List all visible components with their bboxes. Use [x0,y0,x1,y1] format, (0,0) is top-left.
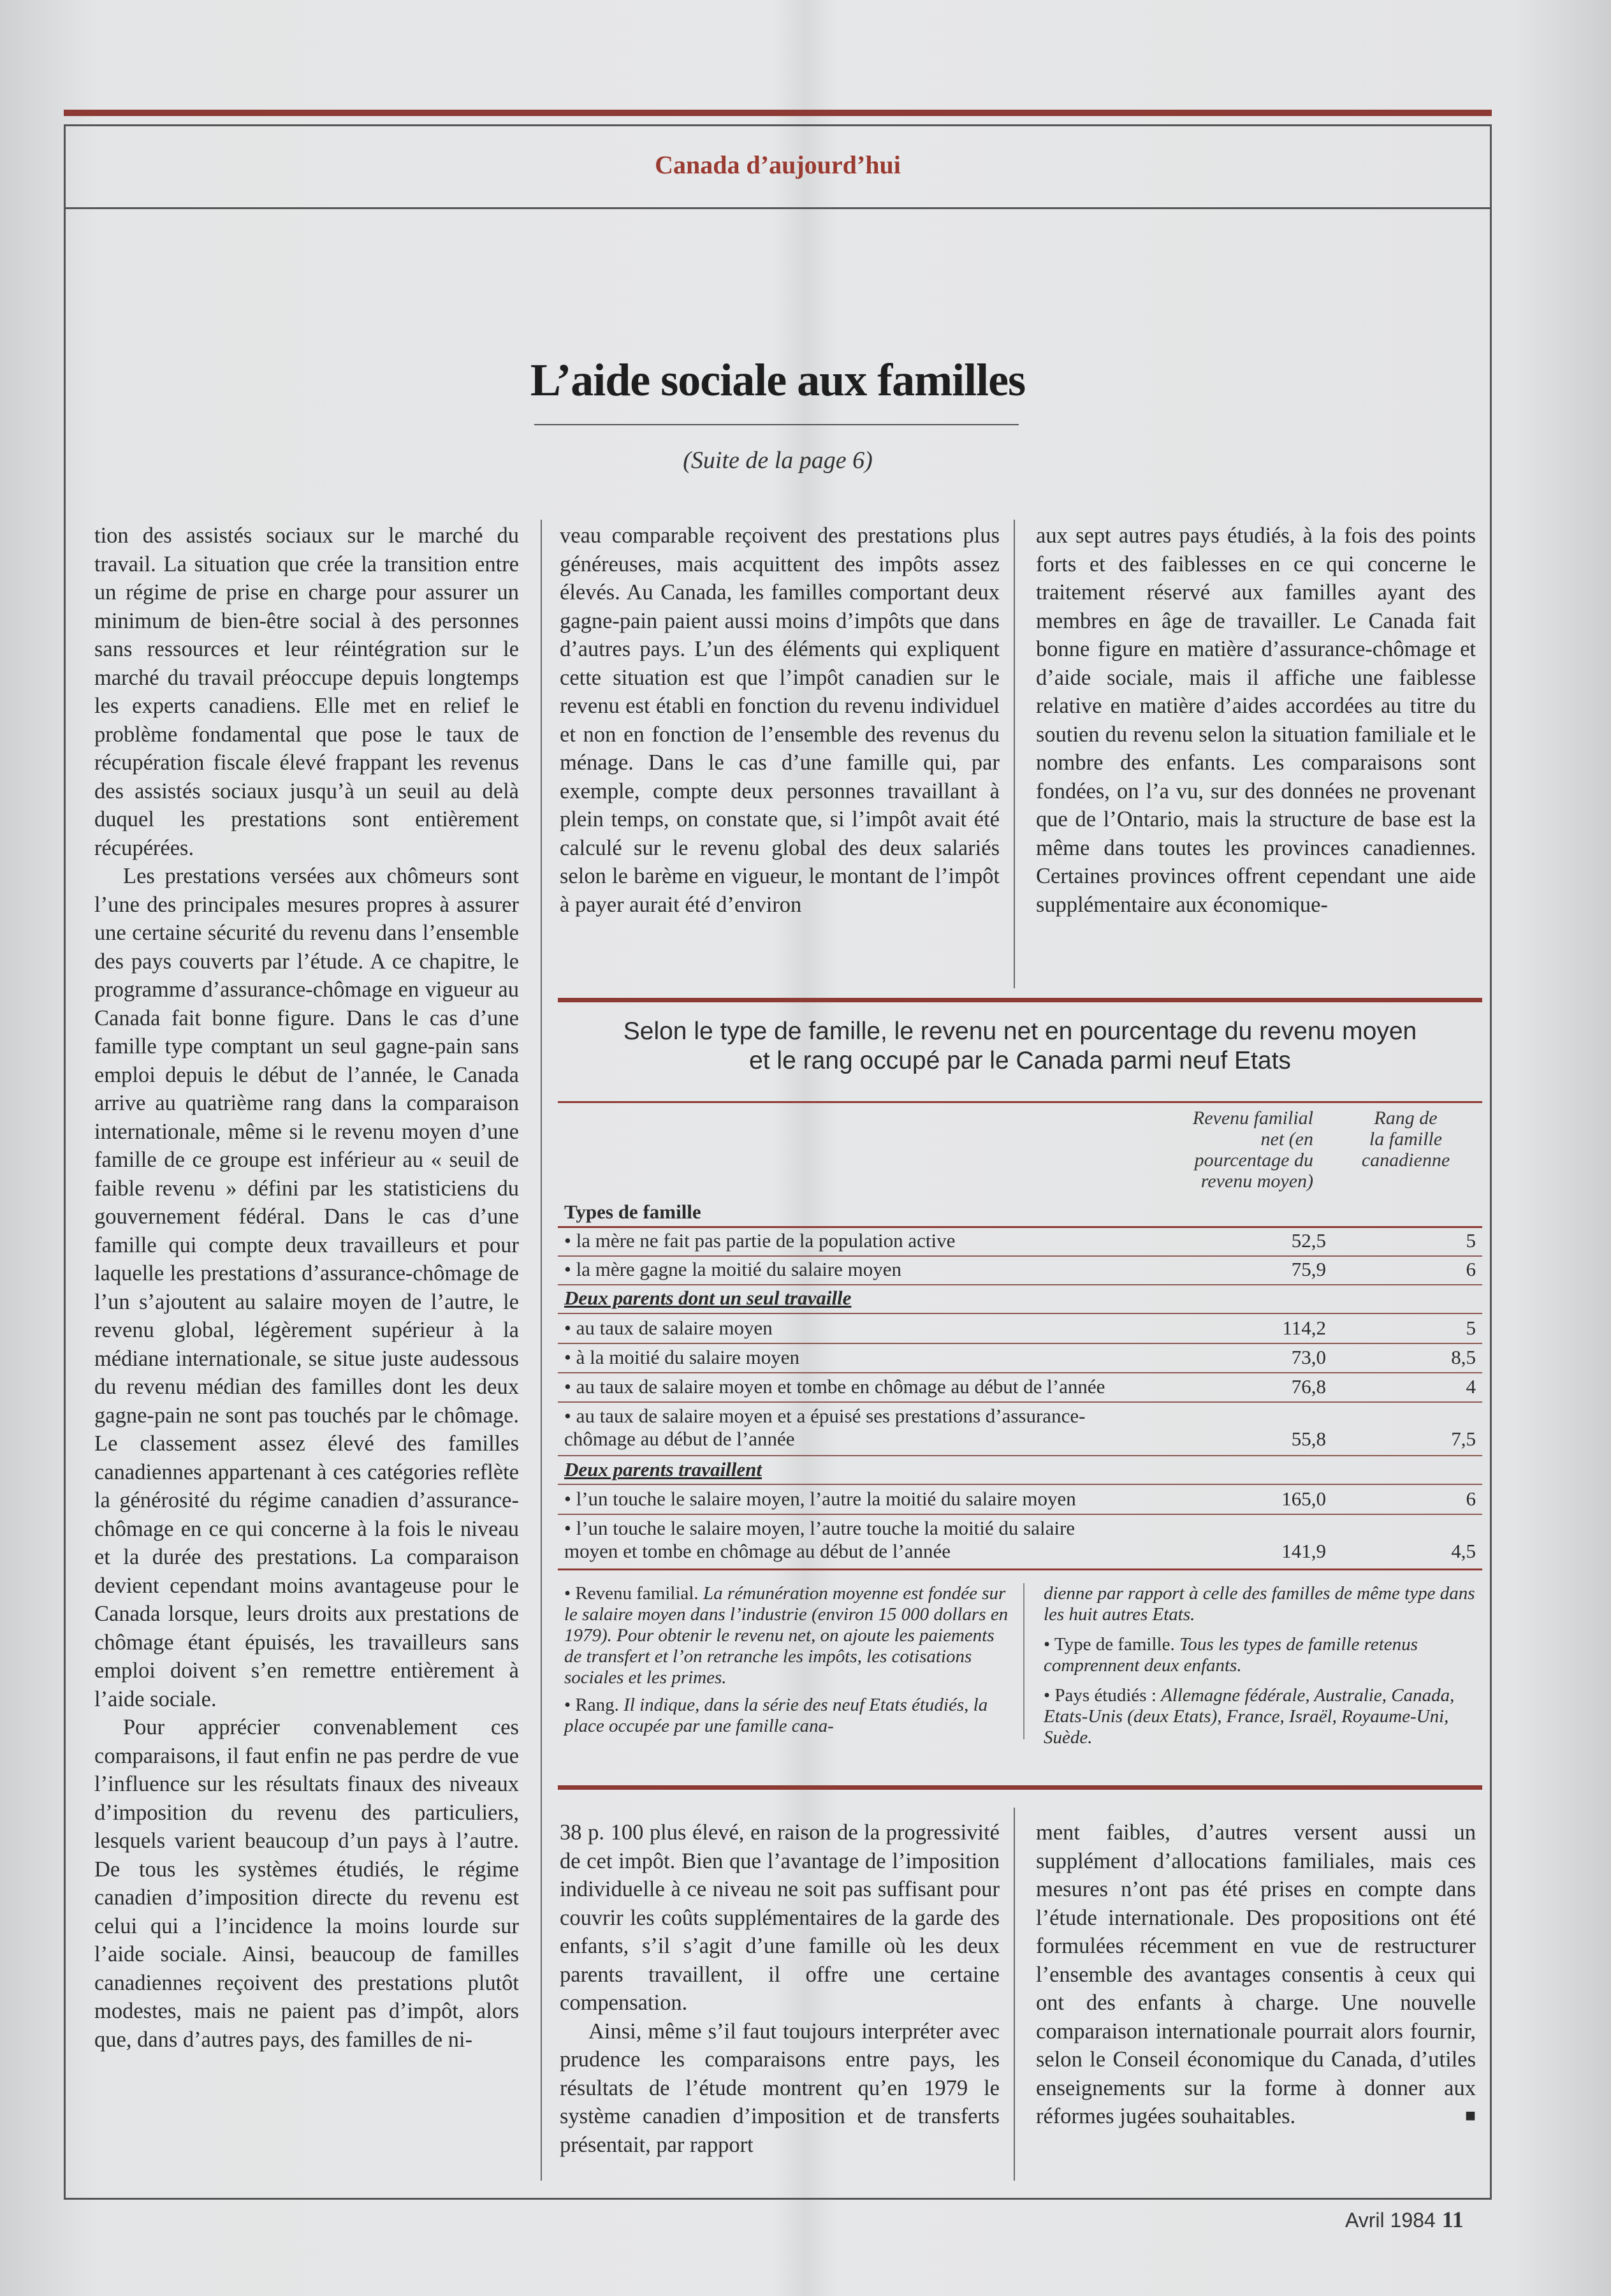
row-revenu: 73,0 [1291,1346,1326,1368]
table-rule [558,1255,1482,1257]
row-label: chômage au début de l’année [564,1428,795,1450]
note-item [1044,1685,1477,1748]
article-column-3-bottom [1036,1818,1476,2131]
section-heading-one-parent: Deux parents dont un seul travaille [564,1287,852,1309]
note-text: Allemagne fédérale, Australie, Canada, Etats-Unis (deux Etats), France, Israël, Royaume-Uni, Suède. [1044,1685,1455,1748]
page-number: 11 [1441,2207,1464,2232]
table-row [558,1517,1482,1565]
top-red-rule [64,110,1492,116]
table-rule [558,1313,1482,1314]
header-line: net (en [1260,1129,1313,1150]
row-rang: 4 [1466,1375,1476,1398]
note-text: Il indique, dans la série des neuf Etats étudiés, la place occupée par une famille cana- [564,1695,988,1736]
article-column-2-bottom [560,1818,1000,2159]
column-header-revenu [1151,1108,1313,1192]
note-item [564,1695,1010,1737]
row-label: • au taux de salaire moyen [564,1317,773,1339]
note-term: • Type de famille. [1044,1634,1175,1655]
header-line: canadienne [1361,1150,1450,1171]
row-revenu: 76,8 [1291,1375,1326,1398]
table-rule [558,1284,1482,1285]
paragraph [1036,1818,1476,2131]
section-heading-two-parents: Deux parents travaillent [564,1458,762,1481]
table-rule [558,1101,1482,1103]
table-row [558,1258,1482,1283]
row-label: • la mère ne fait pas partie de la population active [564,1229,956,1252]
section-heading-types: Types de famille [564,1201,701,1223]
row-rang: 8,5 [1451,1346,1476,1368]
table-row [558,1488,1482,1513]
note-item [564,1583,1010,1688]
table-row [558,1346,1482,1371]
row-label: • la mère gagne la moitié du salaire moyen [564,1258,902,1280]
table-rule [558,1514,1482,1515]
paragraph: tion des assistés sociaux sur le marché du travail. La situation que crée la transition entre un régime de prise en charge pour assurer un minimum de bien-être social à des personnes sans ressources et leur réintégration sur le marché du travail préoccupe depuis longtemps les experts canadiens. Elle met en relief le problème fondamental que pose le taux de récupération fiscale élevé frappant les revenus des assistés sociaux jusqu’à un seuil au delà duquel les prestations sont entièrement récupérées. [94,523,519,860]
row-rang: 7,5 [1451,1428,1476,1450]
paragraph: aux sept autres pays étudiés, à la fois des points forts et des faiblesses en ce qui concerne le traitement réservé aux familles ayant des membres en âge de travailler. Le Canada fait bonne figure en matière d’assurance-chômage et d’aide sociale, mais il affiche une faiblesse relative en matière d’aides accordées au titre du soutien du revenu selon la situation familiale et le nombre des enfants. Les comparaisons sont fondées, on l’a vu, sur des données ne provenant que de l’Ontario, mais la structure de base est la même dans toutes les provinces canadiennes. Certaines provinces offrent cependant une aide supplémentaire aux économique- [1036,523,1476,917]
table-row [558,1317,1482,1342]
table-bottom-rule [558,1785,1482,1790]
table-title-line: et le rang occupé par le Canada parmi neuf Etats [749,1047,1291,1074]
note-term: • Pays étudiés : [1044,1685,1156,1706]
paragraph: veau comparable reçoivent des prestations plus généreuses, mais acquittent des impôts assez élevés. Au Canada, les familles comportant deux gagne-pain paient aussi moins d’impôts que dans d’autres pays. L’un des éléments qui expliquent cette situation est que l’impôt canadien sur le revenu est établi en fonction du revenu individuel et non en fonction de l’ensemble des revenus du ménage. Dans le cas d’une famille qui, par exemple, compte deux personnes travaillant à plein temps, on constate que, si l’impôt avait été calculé sur le revenu global des deux salariés selon le barème en vigueur, le montant de l’impôt à payer aurait été d’environ [560,523,1000,917]
table-rule [558,1484,1482,1485]
row-rang: 5 [1466,1317,1476,1339]
paragraph: 38 p. 100 plus élevé, en raison de la progressivité de cet impôt. Bien que l’avantage de l’imposition individuelle à ce niveau ne soit pas suffisant pour couvrir les coûts supplémentaires de la garde des enfants, s’il s’agit d’une famille où les deux parents travaillent, il offre une certaine compensation. [560,1820,1000,2015]
note-text: Tous les types de famille retenus comprennent deux enfants. [1044,1634,1418,1676]
row-label: • l’un touche le salaire moyen, l’autre touche la moitié du salaire [564,1517,1075,1539]
table-title [558,1017,1482,1076]
article-column-3-top [1036,522,1476,919]
header-line: revenu moyen) [1200,1171,1313,1192]
table-rule [558,1568,1482,1570]
table-row [558,1229,1482,1255]
article-column-1 [94,522,519,2054]
note-item [1044,1634,1477,1676]
header-line: pourcentage du [1194,1150,1313,1171]
table-notes-right [1044,1583,1477,1748]
row-revenu: 165,0 [1281,1488,1326,1510]
table-row [558,1405,1482,1453]
paragraph-text: ment faibles, d’autres versent aussi un supplément d’allocations familiales, mais ces mesures n’ont pas été prises en compte dans l’étude internationale. Des propositions ont été formulées récemment en vue de restructurer l’ensemble des avantages consentis à ceux qui ont des enfants à charge. Une nouvelle comparaison internationale pourrait alors fournir, selon le Conseil économique du Canada, d’utiles enseignements sur la forme à donner aux réformes jugées souhaitables. [1036,1820,1476,2128]
paragraph: Pour apprécier convenablement ces comparaisons, il faut enfin ne pas perdre de vue l’influence sur les résultats finaux des niveaux d’imposition du revenu des particuliers, lesquels varient beaucoup d’un pays à l’autre. De tous les systèmes étudiés, le régime canadien d’imposition directe du revenu est celui qui a l’incidence la moins lourde sur l’aide sociale. Ainsi, beaucoup de familles canadiennes reçoivent des prestations plutôt modestes, mais ne paient pas d’impôt, alors que, dans d’autres pays, des familles de ni- [94,1715,519,2052]
column-divider [1014,520,1015,988]
note-term: • Rang. [564,1695,619,1715]
column-header-rang [1342,1108,1469,1171]
header-line: Revenu familial [1192,1108,1313,1129]
article-subtitle: (Suite de la page 6) [683,447,873,474]
table-row [558,1375,1482,1401]
column-divider [1014,1808,1015,2181]
row-label: • au taux de salaire moyen et tombe en chômage au début de l’année [564,1375,1105,1398]
row-revenu: 52,5 [1291,1229,1326,1252]
row-revenu: 114,2 [1282,1317,1326,1339]
header-line: la famille [1369,1129,1443,1150]
table-title-line: Selon le type de famille, le revenu net en pourcentage du revenu moyen [623,1018,1417,1045]
row-label: • au taux de salaire moyen et a épuisé ses prestations d’assurance- [564,1405,1086,1427]
row-label: moyen et tombe en chômage au début de l’année [564,1540,951,1562]
table-rule [558,1401,1482,1403]
paragraph: Les prestations versées aux chômeurs sont l’une des principales mesures propres à assurer une certaine sécurité du revenu dans l’ensemble des pays couverts par l’étude. A ce chapitre, le programme d’assurance-chômage en vigueur au Canada fait bonne figure. Dans le cas d’une famille type comptant un seul gagne-pain sans emploi depuis le début de l’année, le Canada arrive au quatrième rang dans la comparaison internationale, même si le revenu moyen d’une famille de ce groupe est inférieur au « seuil de faible revenu » défini par les statisticiens du gouvernement fédéral. Dans le cas d’une famille qui compte deux travailleurs et pour laquelle les prestations d’assurance-chômage de l’un s’ajoutent au salaire moyen de l’autre, le revenu global, légèrement supérieur à la médiane internationale, se situe juste audessous du revenu médian des familles dont les deux gagne-pain ne sont pas touchés par le chômage. Le classement assez élevé des familles canadiennes appartenant à ces catégories reflète la générosité du régime canadien d’assurance-chômage en ce qui concerne à la fois le niveau et la durée des prestations. La comparaison devient cependant moins avantageuse pour le Canada lorsque, leurs droits aux prestations de chômage étant épuisés, les travailleurs sans emploi doivent s’en remettre entièrement à l’aide sociale. [94,864,519,1711]
paragraph: Ainsi, même s’il faut toujours interpréter avec prudence les comparaisons entre pays, les résultats de l’étude montrent qu’en 1979 le système canadien d’imposition et de transferts présentait, par rapport [560,2019,1000,2157]
note-term: • Revenu familial. [564,1583,699,1604]
section-header: Canada d’aujourd’hui [655,150,901,179]
issue-date: Avril 1984 [1345,2209,1436,2232]
table-rule [558,1343,1482,1344]
header-divider [64,207,1492,209]
row-revenu: 75,9 [1291,1258,1326,1280]
notes-divider [1023,1583,1024,1739]
row-rang: 6 [1466,1488,1476,1510]
article-column-2-top [560,522,1000,919]
title-divider [534,424,1019,425]
header-line: Rang de [1374,1108,1438,1129]
note-text: dienne par rapport à celle des familles de même type dans les huit autres Etats. [1044,1583,1475,1625]
note-item [1044,1583,1477,1625]
table-top-rule [558,998,1482,1002]
row-label: • l’un touche le salaire moyen, l’autre la moitié du salaire moyen [564,1488,1076,1510]
table-rule [558,1372,1482,1373]
note-text: La rémunération moyenne est fondée sur le salaire moyen dans l’industrie (environ 15 000 dollars en 1979). Pour obtenir le revenu net, on ajoute les paiements de transfert et l’on retranche les impôts, les cotisations sociales et les primes. [564,1583,1009,1688]
page-footer [1345,2206,1464,2233]
table-rule [558,1226,1482,1228]
row-rang: 4,5 [1451,1540,1476,1562]
row-revenu: 141,9 [1281,1540,1326,1562]
column-divider [541,520,542,2181]
article-title: L’aide sociale aux familles [530,355,1026,406]
end-of-article-mark: ■ [1465,2106,1476,2126]
table-notes-left [564,1583,1010,1737]
table-rule [558,1455,1482,1456]
row-rang: 6 [1466,1258,1476,1280]
row-rang: 5 [1466,1229,1476,1252]
row-revenu: 55,8 [1291,1428,1326,1450]
row-label: • à la moitié du salaire moyen [564,1346,799,1368]
